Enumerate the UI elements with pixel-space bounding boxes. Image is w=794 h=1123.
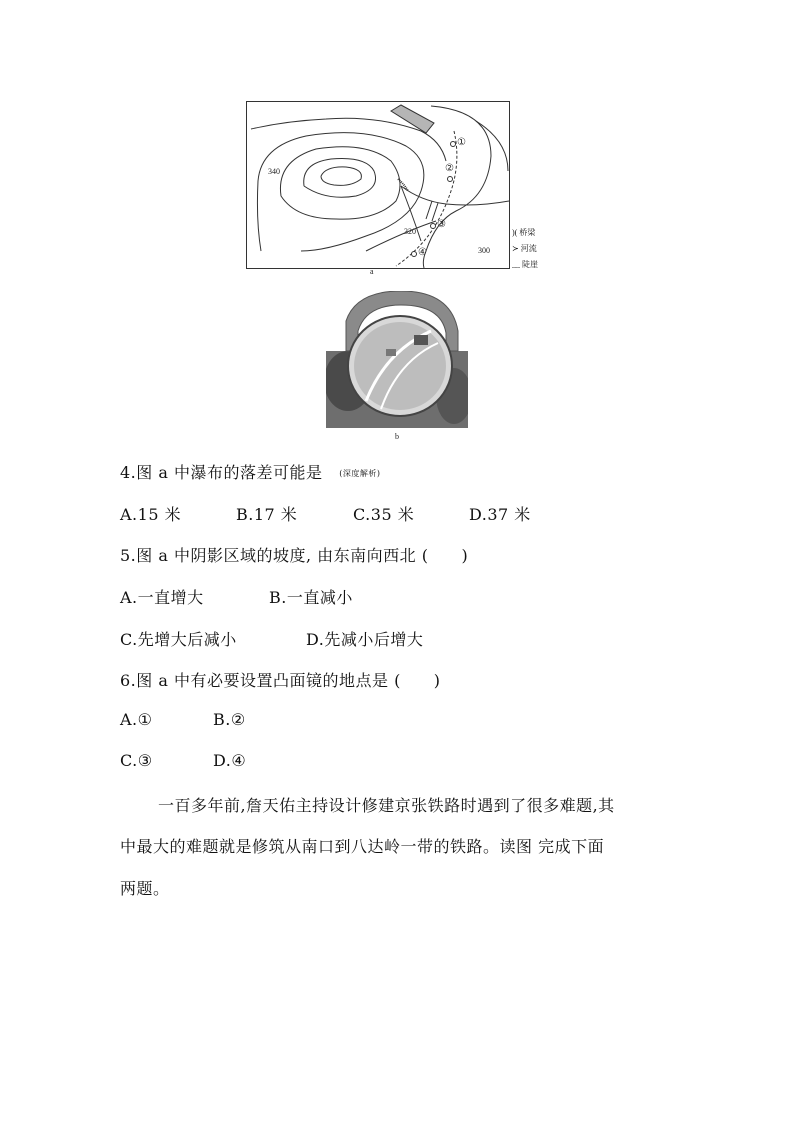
option-c[interactable]: C.35 米 — [353, 505, 415, 524]
contour-map-figure — [246, 101, 546, 276]
figure-caption: b — [395, 432, 399, 441]
passage-line-1: 一百多年前,詹天佑主持设计修建京张铁路时遇到了很多难题,其 — [158, 796, 615, 815]
option-a[interactable]: A.一直增大 — [120, 588, 204, 607]
question-5-options-row2 — [120, 627, 423, 650]
question-6 — [120, 668, 441, 691]
option-a[interactable]: A.15 米 — [120, 505, 182, 524]
question-stem: 6.图 a 中有必要设置凸面镜的地点是 ( ) — [120, 671, 441, 690]
vehicle — [414, 335, 428, 345]
contour-label: 300 — [478, 246, 490, 255]
question-stem: 5.图 a 中阴影区域的坡度, 由东南向西北 ( ) — [120, 546, 469, 565]
contour-label: 340 — [268, 167, 280, 176]
option-d[interactable]: D.先减小后增大 — [306, 630, 424, 649]
marker-label: ② — [445, 163, 454, 174]
marker-point — [412, 252, 417, 257]
legend-item: ﹏ 陡崖 — [512, 260, 538, 269]
question-6-options-row1 — [120, 710, 246, 729]
option-c[interactable]: C.③ — [120, 751, 153, 770]
option-c[interactable]: C.先增大后减小 — [120, 630, 237, 649]
map-frame — [247, 102, 510, 269]
marker-point — [448, 177, 453, 182]
marker-label: ③ — [437, 219, 446, 230]
marker-point — [451, 142, 456, 147]
legend-item: ≻ 河流 — [512, 244, 537, 253]
vehicle — [386, 349, 396, 356]
figure-caption: a — [370, 267, 374, 276]
option-d[interactable]: D.④ — [213, 751, 247, 770]
marker-label: ① — [457, 137, 466, 148]
question-4 — [120, 460, 381, 483]
marker-label: ④ — [418, 247, 427, 258]
legend-item: )( 桥梁 — [512, 228, 536, 237]
question-5-options-row1 — [120, 585, 353, 608]
option-b[interactable]: B.一直减小 — [269, 588, 353, 607]
question-note: (深度解析) — [339, 469, 381, 478]
option-d[interactable]: D.37 米 — [469, 505, 531, 524]
question-stem: 4.图 a 中瀑布的落差可能是 — [120, 463, 323, 482]
option-b[interactable]: B.② — [213, 710, 246, 729]
convex-mirror-photo — [326, 291, 468, 428]
option-b[interactable]: B.17 米 — [236, 505, 298, 524]
marker-point — [431, 224, 436, 229]
question-5 — [120, 543, 468, 566]
question-4-options — [120, 502, 531, 525]
contour-label: 320 — [404, 227, 416, 236]
mirror-illustration — [326, 291, 468, 428]
passage-line-3: 两题。 — [120, 879, 170, 898]
passage-line-2: 中最大的难题就是修筑从南口到八达岭一带的铁路。读图 完成下面 — [120, 837, 605, 856]
option-a[interactable]: A.① — [120, 710, 153, 729]
map-legend — [512, 225, 538, 273]
question-6-options-row2 — [120, 751, 246, 770]
contour-map — [246, 101, 546, 276]
